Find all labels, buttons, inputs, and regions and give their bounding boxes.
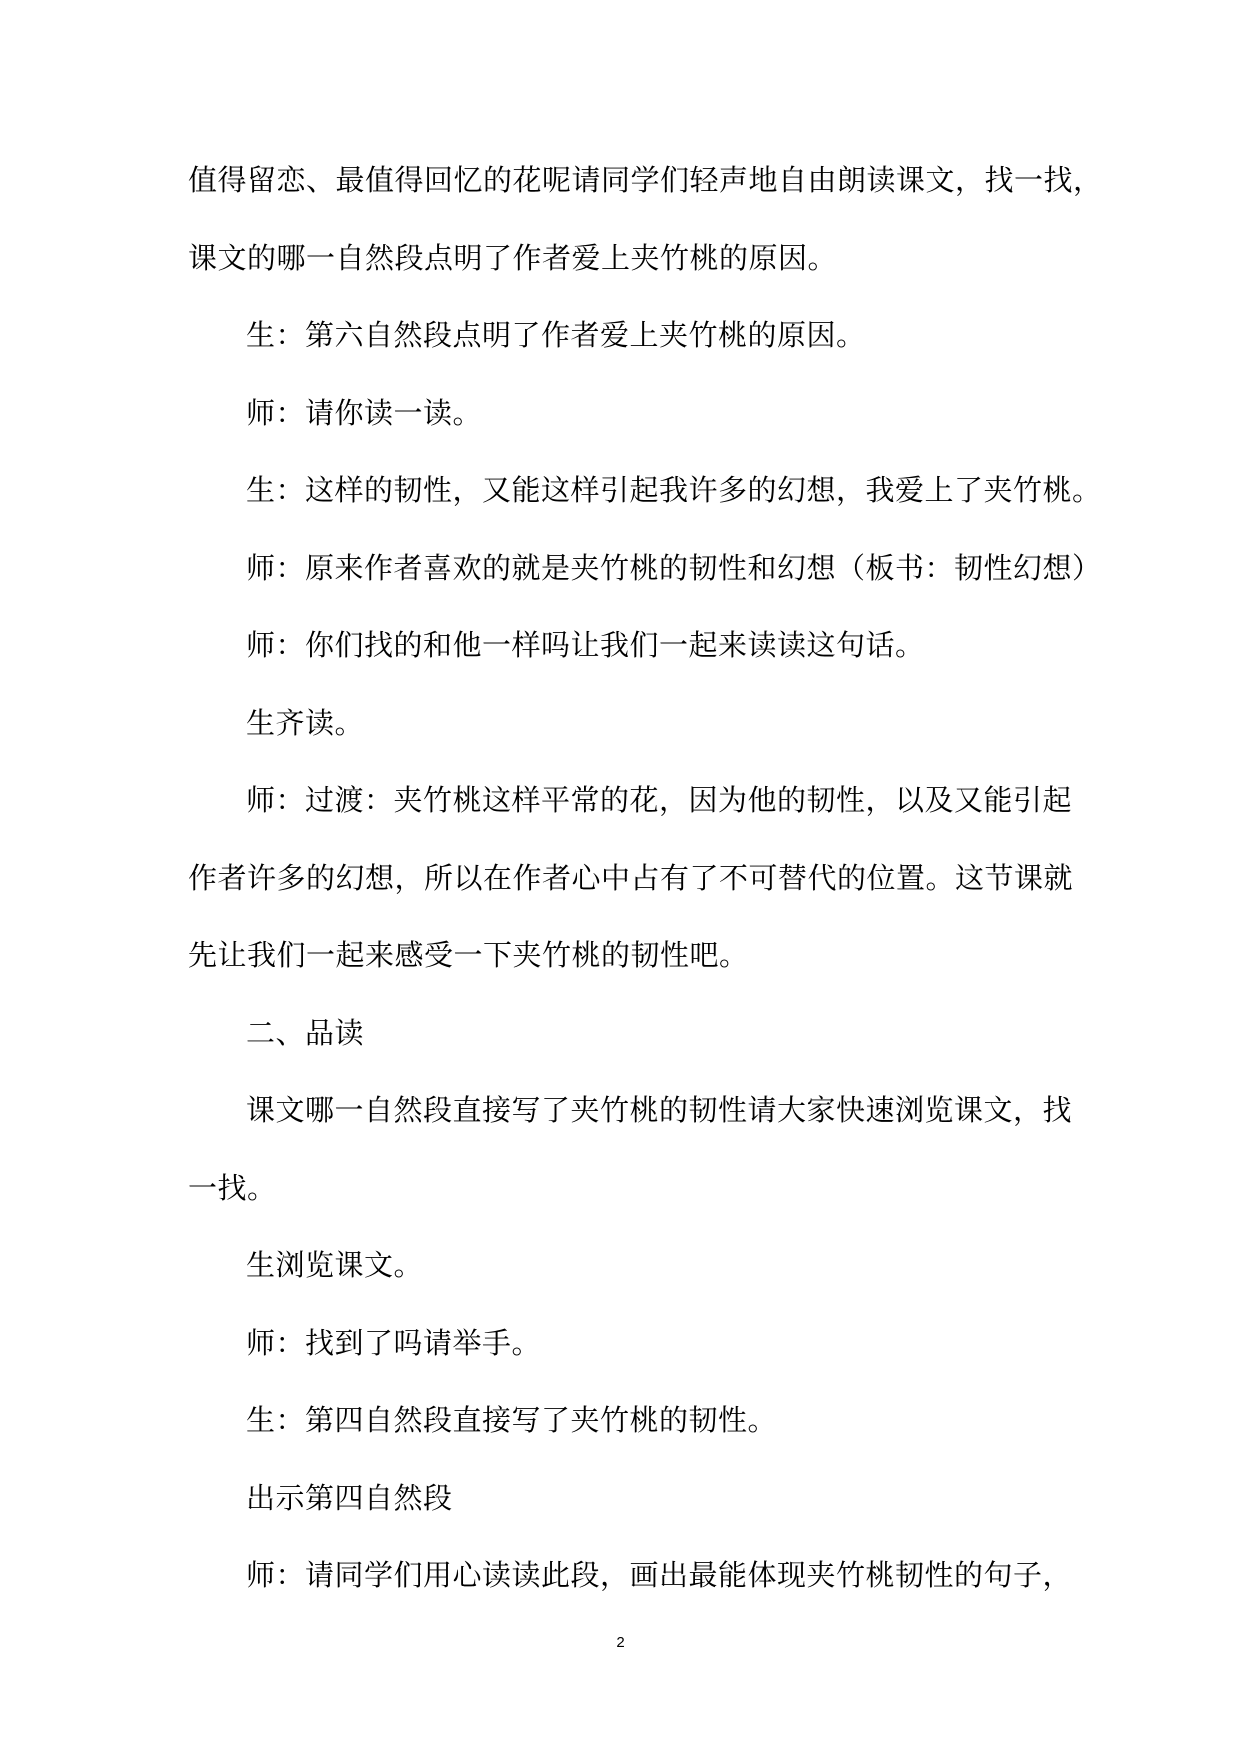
paragraph-line: 出示第四自然段 [246, 1480, 453, 1515]
paragraph-line: 值得留恋、最值得回忆的花呢请同学们轻声地自由朗读课文，找一找， [188, 163, 1103, 197]
paragraph-line: 生齐读。 [246, 705, 365, 740]
paragraph-line: 师：请同学们用心读读此段，画出最能体现夹竹桃韧性的句子， [246, 1558, 1073, 1592]
paragraph-line: 师：原来作者喜欢的就是夹竹桃的韧性和幻想（板书：韧性幻想） [246, 550, 1102, 585]
paragraph-line: 师：你们找的和他一样吗让我们一起来读读这句话。 [246, 628, 925, 662]
document-body [188, 142, 1103, 1615]
paragraph-line: 师：请你读一读。 [246, 395, 483, 430]
paragraph-line: 生：第四自然段直接写了夹竹桃的韧性。 [246, 1403, 778, 1437]
paragraph-line: 师：过渡：夹竹桃这样平常的花，因为他的韧性，以及又能引起 [246, 783, 1073, 817]
section-heading: 二、品读 [246, 1015, 365, 1050]
paragraph-line: 生：这样的韧性，又能这样引起我许多的幻想，我爱上了夹竹桃。 [246, 473, 1102, 507]
paragraph-line: 一找。 [188, 1170, 277, 1205]
paragraph-line: 课文的哪一自然段点明了作者爱上夹竹桃的原因。 [188, 240, 838, 275]
paragraph-line: 师：找到了吗请举手。 [246, 1325, 542, 1360]
paragraph-line: 先让我们一起来感受一下夹竹桃的韧性吧。 [188, 938, 749, 972]
paragraph-line: 生浏览课文。 [246, 1248, 424, 1282]
paragraph-line: 生：第六自然段点明了作者爱上夹竹桃的原因。 [246, 318, 866, 352]
paragraph-line: 作者许多的幻想，所以在作者心中占有了不可替代的位置。这节课就 [188, 860, 1074, 895]
paragraph-line: 课文哪一自然段直接写了夹竹桃的韧性请大家快速浏览课文，找 [246, 1093, 1073, 1127]
page-number: 2 [616, 1634, 625, 1651]
